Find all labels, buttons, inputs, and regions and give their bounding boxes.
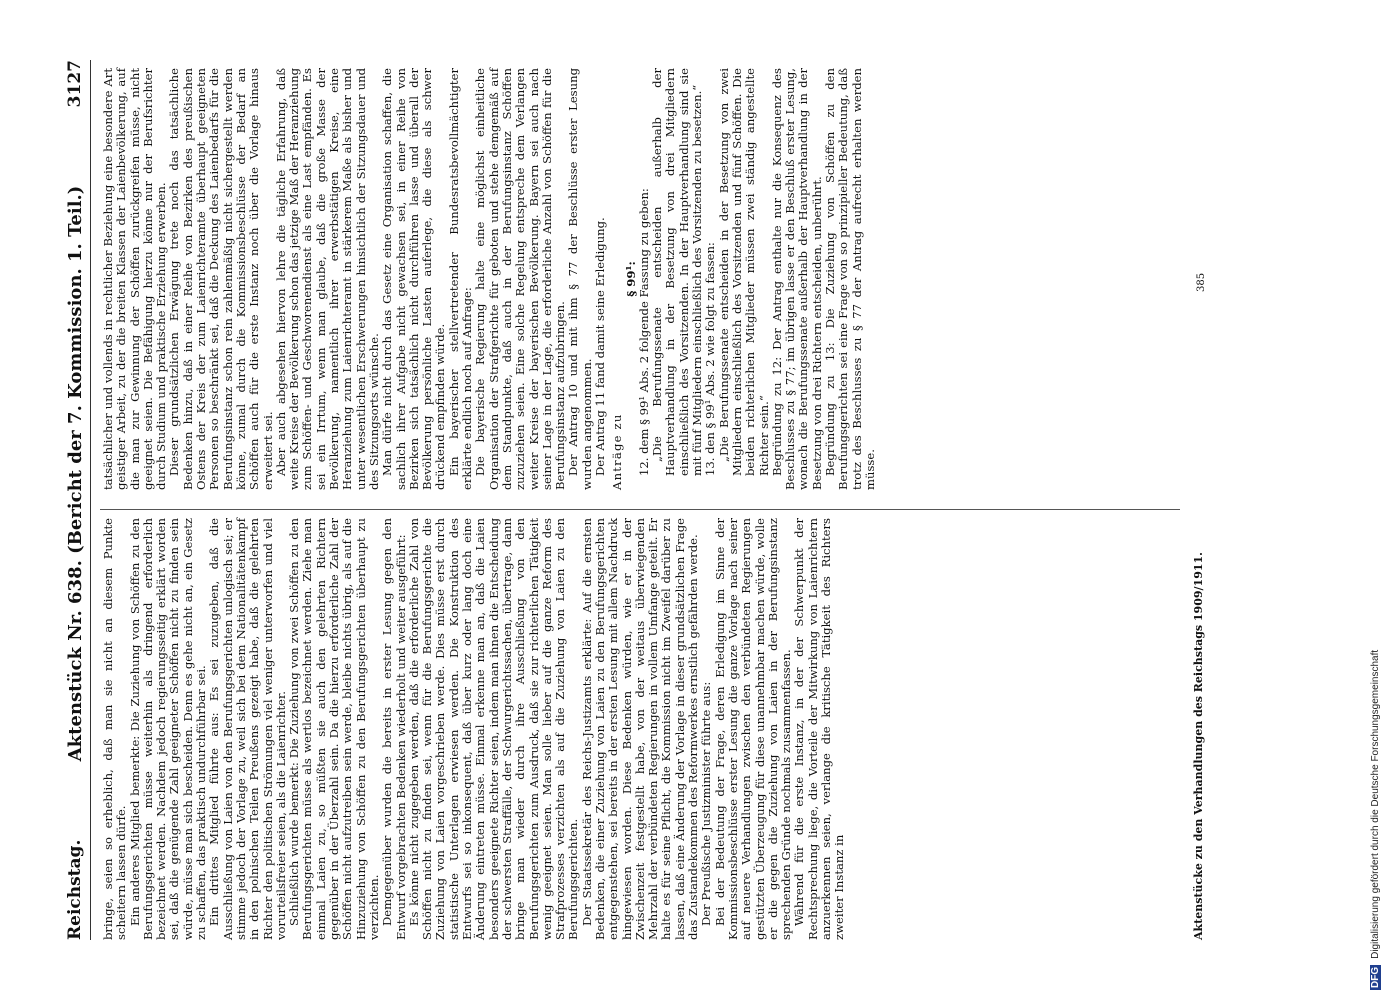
header-left: Reichstag.: [65, 839, 85, 940]
paragraph: Während für die erste Instanz, in der der Schwerpunkt der Rechtsprechung liege, die Vorteile der Mitwirkung von Laienrichtern anzuerkennen seien, verlange die kritische Tätigkeit des Richters zweiter Instanz in: [792, 518, 847, 940]
paragraph: tatsächlicher und vollends in rechtlicher Beziehung eine besondere Art geistiger Arbeit, zu der die breiten Klassen der Laienbevölkerung, auf die man zur Gewinnung der Schöffen zurückgreifen müsse, nicht geeignet seien. Die Befähigung hierzu könne nur der Berufsrichter durch Studium und praktische Erziehung erwerben.: [101, 68, 169, 490]
column-divider: [100, 509, 1180, 510]
sheet-marker: 385: [1196, 272, 1207, 292]
motion-12-text: „Die Berufungssenate entscheiden außerhalb der Hauptverhandlung in der Besetzung von drei Mitgliedern einschließlich des Vorsitzenden. In der Hauptverhandlung sind sie mit fünf Mitgliedern einschließlich des Vorsitzenden zu besetzen.“: [650, 68, 705, 476]
paragraph: Ein bayerischer stellvertretender Bundesratsbevollmächtigter erklärte endlich noch auf Anfrage:: [446, 68, 475, 490]
motion-13-intro: 13. den § 99¹ Abs. 2 wie folgt zu fassen:: [703, 242, 718, 476]
right-column: [102, 68, 877, 490]
dfg-logo: DFG: [1370, 966, 1381, 988]
paragraph: Aber auch abgesehen hiervon lehre die tägliche Erfahrung, daß weite Kreise der Bevölkerung schon das jetzige Maß der Heranziehung zum Schöffen- und Geschworenendienst als eine Last empfänden. Es sei ein Irrtum, wenn man glaube, daß die große Masse der Bevölkerung, namentlich ihrer erwerbstätigen Kreise, eine Heranziehung zum Laienrichteramt in stärkerem Maße als bisher und unter wesentlichen Erschwerungen hinsichtlich der Sitzungsdauer und des Sitzungsorts wünsche.: [273, 68, 381, 490]
motion-13-text: „Die Berufungssenate entscheiden in der Besetzung von zwei Mitgliedern einschließlich des Vorsitzenden und fünf Schöffen. Die beiden richterlichen Mitglieder müssen zwei ständig angestellte Richter sein.“: [716, 68, 771, 476]
paragraph: Der Preußische Justizminister führte aus:: [699, 681, 714, 926]
paragraph: Ein drittes Mitglied führte aus: Es sei zuzugeben, daß die Ausschließung von Laien von den Berufungsgerichten unlogisch sei; er stimme jedoch der Vorlage zu, weil sich bei dem Nationalitätenkampf in den polnischen Teilen Preußens gezeigt habe, daß die gelehrten Richter den politischen Strömungen viel weniger unterworfen und viel vorurteilsfreier seien, als die Laienrichter.: [207, 518, 288, 940]
footer-source: Aktenstücke zu den Verhandlungen des Reichstags 1909/1911.: [1192, 552, 1205, 940]
paragraph: Schließlich wurde bemerkt: Die Zuziehung von zwei Schöffen zu den Berufungsgerichten müsse als wertlos bezeichnet werden. Ziehe man einmal Laien zu, so müßten sie auch den gelehrten Richtern gegenüber in der Überzahl sein. Da die hierzu erforderliche Zahl der Schöffen nicht aufzutreiben sein werde, bleibe nichts übrig, als auf die Hinzuziehung von Schöffen zu den Berufungsgerichten überhaupt zu verzichten.: [287, 518, 381, 940]
paragraph: Der Staatssekretär des Reichs-Justizamts erklärte: Auf die ernsten Bedenken, die einer Zuziehung von Laien zu den Berufungsgerichten entgegenstehen, sei bereits in der ersten Lesung mit allem Nachdruck hingewiesen worden. Diese Bedenken würden, wie er in der Zwischenzeit festgestellt habe, von der weitaus überwiegenden Mehrzahl der verbündeten Regierungen in vollem Umfange geteilt. Er halte es für seine Pflicht, die Kommission nicht im Zweifel darüber zu lassen, daß eine Änderung der Vorlage in dieser grundsätzlichen Frage das Zustandekommen des Reformwerkes ernstlich gefährden werde.: [579, 518, 701, 940]
paragraph: Ein anderes Mitglied bemerkte: Die Zuziehung von Schöffen zu den Berufungsgerichten müsse weiterhin als dringend erforderlich bezeichnet werden. Nachdem jedoch regierungsseitig erklärt worden sei, daß die genügende Zahl geeigneter Schöffen nicht zu finden sein würde, müsse man sich bescheiden. Denn es gehe nicht an, ein Gesetz zu schaffen, das praktisch undurchführbar sei.: [127, 518, 209, 940]
paragraph: Dieser grundsätzlichen Erwägung trete noch das tatsächliche Bedenken hinzu, daß in einer Reihe von Bezirken des preußischen Ostens der Kreis der zum Laienrichteramte überhaupt geeigneten Personen so beschränkt sei, daß die Deckung des Laienbedarfs für die Berufungsinstanz schon rein zahlenmäßig nicht sichergestellt werden könne, zumal durch die Kommissionsbeschlüsse der Bedarf an Schöffen auch für die erste Instanz noch über die Vorlage hinaus erweitert sei.: [167, 68, 275, 490]
paragraph: Bei der Bedeutung der Frage, deren Erledigung im Sinne der Kommissionsbeschlüsse erster Lesung die ganze Vorlage nach seiner auf neuere Verhandlungen zwischen den verbündeten Regierungen gestützten Überzeugung für diese unannehmbar machen würde, wolle er die gegen die Zuziehung von Laien in der Berufungsinstanz sprechenden Gründe nochmals zusammenfassen.: [712, 518, 794, 940]
funding-note: Digitalisierung gefördert durch die Deutsche Forschungsgemeinschaft: [1370, 649, 1381, 959]
rationale-12: Begründung zu 12: Der Antrag enthalte nur die Konsequenz des Beschlusses zu § 77; im übrigen lasse er den Beschluß erster Lesung, wonach die Berufungssenate außerhalb der Hauptverhandlung in der Besetzung von drei Richtern entscheiden, unberührt.: [769, 68, 824, 490]
paragraph: Demgegenüber wurden die bereits in erster Lesung gegen den Entwurf vorgebrachten Bedenken wiederholt und weiter ausgeführt:: [380, 518, 408, 940]
paragraph: Der Antrag 11 fand damit seine Erledigung.: [592, 217, 607, 476]
paragraph: Man dürfe nicht durch das Gesetz eine Organisation schaffen, die sachlich ihrer Aufgabe nicht gewachsen sei, in einer Reihe von Bezirken sich tatsächlich nicht durchführen lasse und überall der Bevölkerung persönliche Lasten auferlege, die diese als schwer drückend empfinden würde.: [380, 68, 448, 490]
page-header: [60, 60, 91, 940]
motion-12-intro: 12. dem § 99¹ Abs. 2 folgende Fassung zu geben:: [636, 188, 651, 476]
left-column: [102, 518, 847, 940]
side-credit-text: [1370, 10, 1381, 990]
header-title: Aktenstück Nr. 638. (Bericht der 7. Kommission. 1. Teil.): [64, 185, 86, 762]
side-credit: [1368, 10, 1383, 1000]
paragraph: Die bayerische Regierung halte eine möglichst einheitliche Organisation der Strafgerichte für geboten und stehe demgemäß auf dem Standpunkte, daß auch in der Berufungsinstanz Schöffen zuzuziehen seien. Eine solche Regelung entspreche dem Verlangen weiter Kreise der bayerischen Bevölkerung. Bayern sei auch nach seiner Lage in der Lage, die erforderliche Anzahl von Schöffen für die Berufungsinstanz aufzubringen.: [473, 68, 568, 490]
rationale-13: Begründung zu 13: Die Zuziehung von Schöffen zu den Berufungsgerichten sei eine Frage von so prinzipieller Bedeutung, daß trotz des Beschlusses zu § 77 der Antrag aufrecht erhalten werden müsse.: [823, 68, 877, 490]
paragraph-ref: § 99¹:: [623, 261, 638, 297]
paragraph: bringe, seien so erheblich, daß man sie nicht an diesem Punkte scheitern lassen dürfe.: [101, 518, 129, 940]
page-number: 3127: [65, 60, 85, 108]
paragraph: Es könne nicht zugegeben werden, daß die erforderliche Zahl von Schöffen nicht zu finden sei, wenn für die Berufungsgerichte die Zuziehung von Laien vorgeschrieben werde. Dies müsse erst durch statistische Unterlagen erwiesen werden. Die Konstruktion des Entwurfs sei so inkonsequent, daß über kurz oder lang doch eine Änderung eintreten müsse. Einmal erkenne man an, daß die Laien besonders geeignete Richter seien, indem man ihnen die Entscheidung der schwersten Straffälle, der Schwurgerichtssachen, übertrage, dann bringe man wieder durch ihre Ausschließung von den Berufungsgerichten zum Ausdruck, daß sie zur richterlichen Tätigkeit wenig geeignet seien. Man solle lieber auf die ganze Reform des Strafprozesses verzichten als auf die Zuziehung von Laien zu den Berufungsgerichten.: [406, 518, 581, 940]
paragraph: Der Antrag 10 und mit ihm § 77 der Beschlüsse erster Lesung wurden angenommen.: [566, 68, 594, 490]
antraege-heading: Anträge zu: [610, 413, 625, 490]
